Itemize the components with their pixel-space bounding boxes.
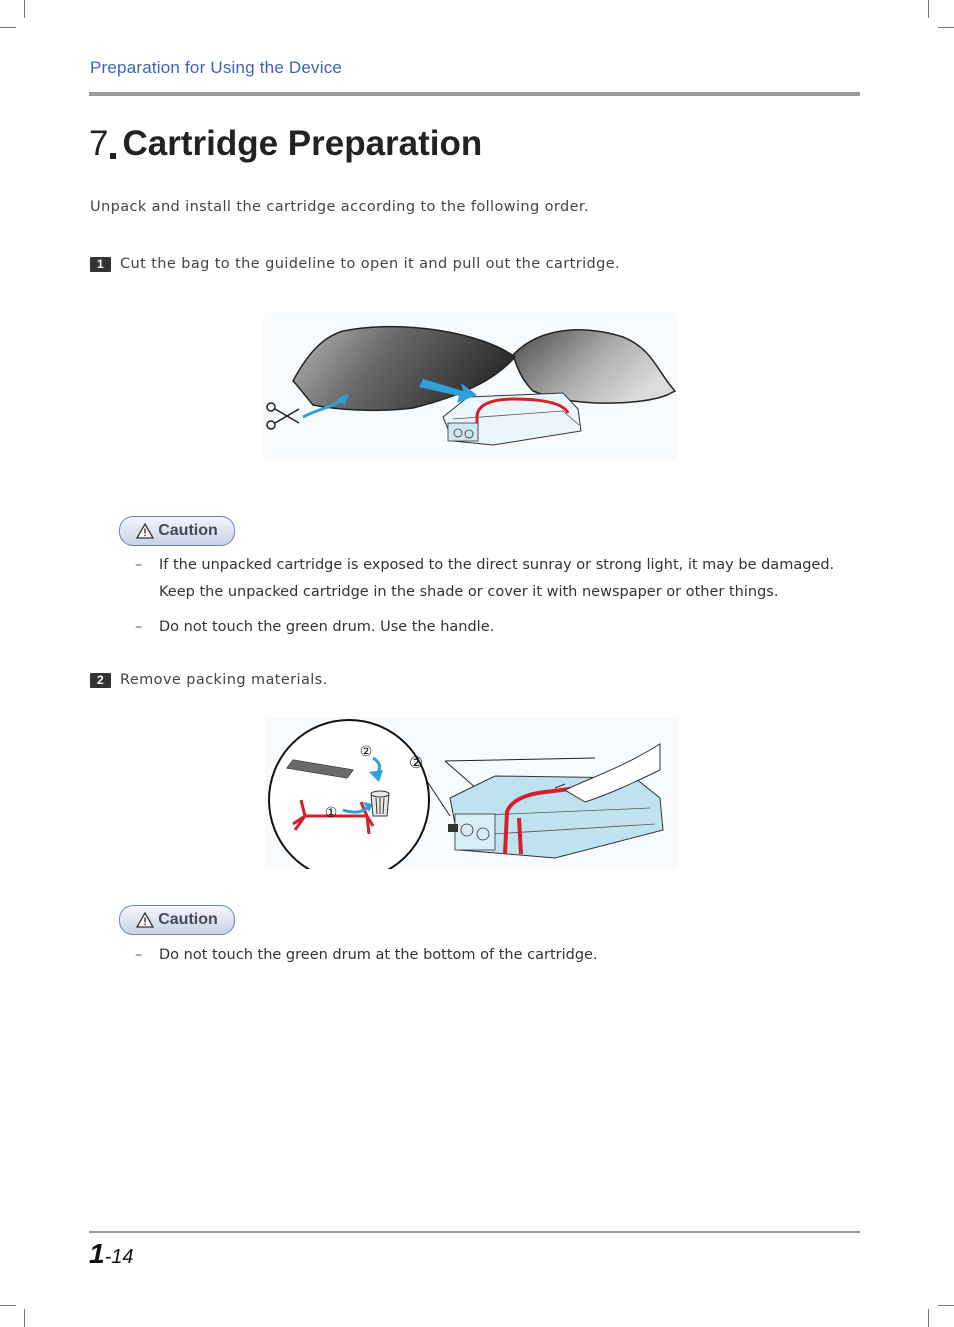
caution-item: – Do not touch the green drum at the bottom of the cartridge. (135, 942, 865, 969)
crop-mark (928, 1309, 929, 1327)
step-2 (90, 672, 328, 688)
caution-badge (119, 516, 235, 546)
title-number: 7 (89, 124, 109, 163)
step-text: Remove packing materials. (120, 672, 328, 688)
step-text: Cut the bag to the guideline to open it and pull out the cartridge. (120, 256, 621, 272)
caution-item: – Do not touch the green drum. Use the handle. (135, 614, 865, 641)
step-1 (90, 256, 620, 272)
caution-label: Caution (158, 522, 218, 539)
crop-mark (928, 0, 929, 18)
crop-mark (0, 27, 16, 28)
header-rule (89, 92, 860, 96)
figure-open-bag (263, 313, 677, 460)
crop-mark (24, 0, 25, 18)
chapter-number: 1 (89, 1238, 105, 1269)
warning-triangle-icon (136, 523, 154, 539)
page-title (89, 124, 482, 164)
page-separator: - (104, 1246, 112, 1268)
warning-triangle-icon (136, 912, 154, 928)
trash-can-icon (371, 791, 389, 816)
section-header: Preparation for Using the Device (90, 58, 343, 77)
step-number: 2 (90, 673, 111, 688)
step-number: 1 (90, 257, 111, 272)
caution-list (135, 552, 865, 649)
page-index: 14 (111, 1246, 134, 1268)
caution-item: – If the unpacked cartridge is exposed to the direct sunray or strong light, it may be damaged. Keep the unpacked cartridge in the shade or cover it with newspaper or other things. (135, 552, 865, 606)
crop-mark (24, 1309, 25, 1327)
title-text: Cartridge Preparation (122, 124, 483, 163)
caution-label: Caution (158, 911, 218, 928)
figure-remove-packing (265, 718, 678, 869)
intro-text: Unpack and install the cartridge according to the following order. (90, 199, 589, 215)
caution-badge (119, 905, 235, 935)
caution-list (135, 942, 865, 977)
callout-number: ① (324, 805, 338, 821)
footer-rule (89, 1231, 860, 1233)
crop-mark (938, 27, 954, 28)
callout-number: ② (408, 753, 424, 772)
crop-mark (0, 1305, 16, 1306)
callout-number: ② (359, 744, 373, 760)
crop-mark (938, 1305, 954, 1306)
page-number (89, 1238, 134, 1270)
